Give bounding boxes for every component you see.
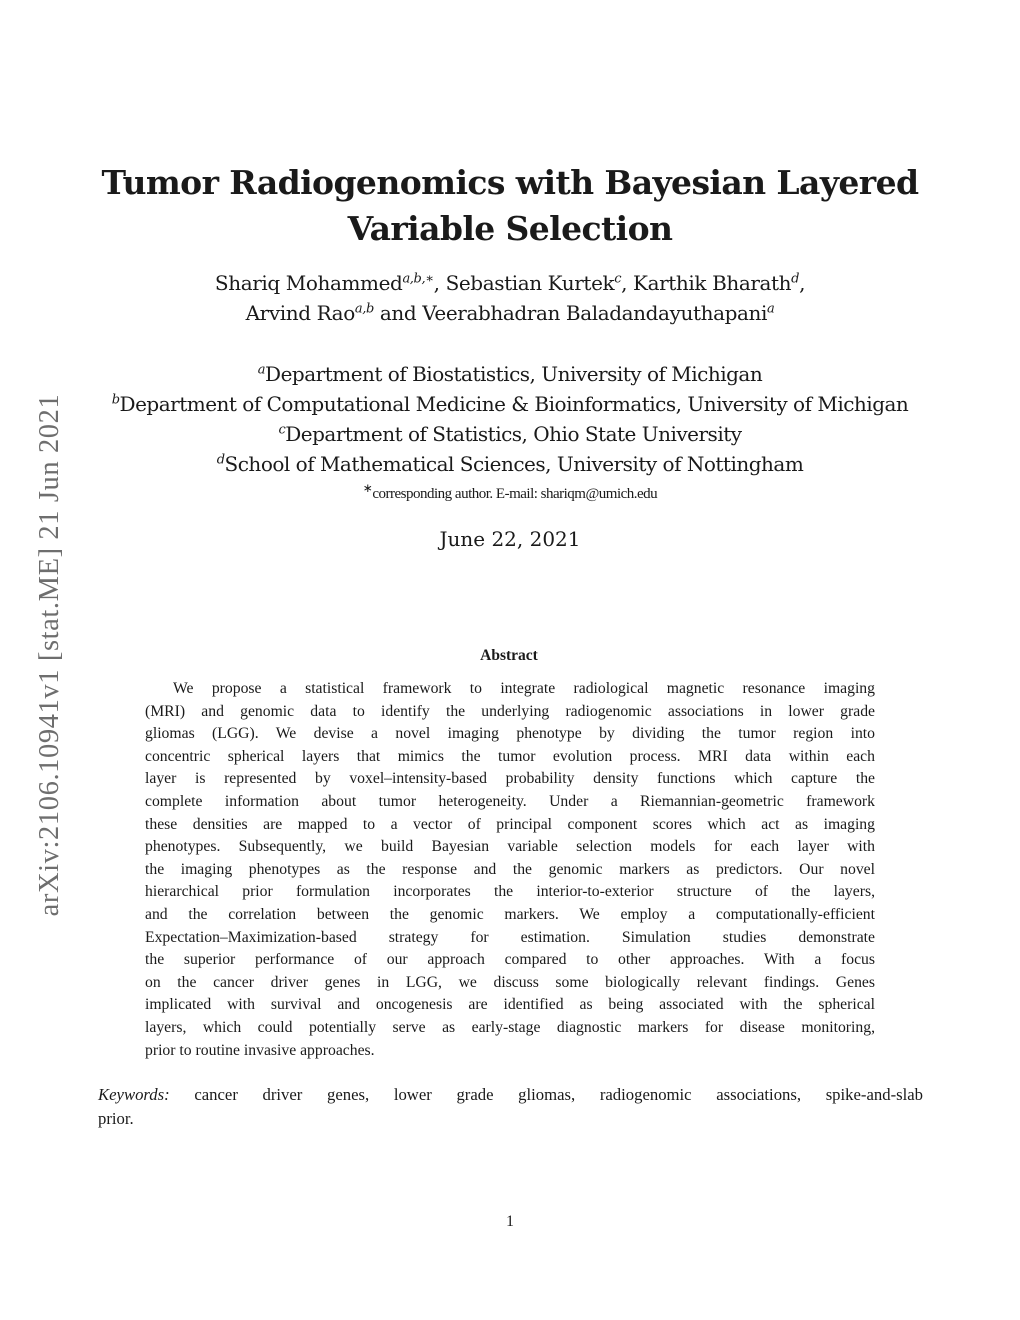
author-affiliation-mark: a,b,∗ (402, 271, 434, 287)
abstract-line: concentric spherical layers that mimics the tumor evolution process. MRI data within each (145, 747, 875, 765)
corresponding-text: corresponding author. E-mail: shariqm@umich.edu (372, 486, 658, 502)
abstract-line: phenotypes. Subsequently, we build Bayesian variable selection models for each layer with (145, 838, 875, 856)
author-name: Shariq Mohammed (214, 271, 403, 295)
keywords-line-2: prior. (98, 1109, 134, 1128)
affiliation-mark: b (111, 392, 120, 408)
affiliation-text: School of Mathematical Sciences, University of Nottingham (224, 452, 804, 476)
abstract-line: and the correlation between the genomic markers. We employ a computationally-efficient (145, 905, 875, 923)
author-name: Arvind Rao (245, 301, 355, 325)
abstract-line: on the cancer driver genes in LGG, we discuss some biologically relevant findings. Genes (145, 973, 875, 991)
abstract-line: We propose a statistical framework to integrate radiological magnetic resonance imaging (173, 680, 875, 697)
author-separator: , (621, 271, 634, 295)
author-separator: , (433, 271, 446, 295)
abstract-body (145, 678, 875, 1062)
affiliation-mark: c (278, 422, 286, 438)
author-name: Sebastian Kurtek (445, 271, 615, 295)
abstract-line: layer is represented by voxel–intensity-based probability density functions which capture the (145, 770, 875, 788)
author-row-1 (100, 268, 920, 298)
publication-date: June 22, 2021 (439, 527, 581, 551)
author-name: Karthik Bharath (633, 271, 792, 295)
abstract-line: implicated with survival and oncogenesis are identified as being associated with the spherical (145, 996, 875, 1014)
abstract-line: layers, which could potentially serve as early-stage diagnostic markers for disease monitoring, (145, 1018, 875, 1036)
author-list (100, 268, 920, 328)
page-number: 1 (506, 1213, 514, 1230)
author-affiliation-mark: d (791, 271, 800, 287)
corresponding-author-note (95, 479, 925, 509)
author-name: Veerabhadran Baladandayuthapani (422, 301, 768, 325)
author-affiliation-mark: a,b (354, 301, 374, 317)
abstract-line: the imaging phenotypes as the response and the genomic markers as predictors. Our novel (145, 860, 875, 878)
affiliation-text: Department of Biostatistics, University of Michigan (265, 362, 763, 386)
keywords-text: cancer driver genes, lower grade gliomas, radiogenomic associations, spike-and-slab (194, 1085, 924, 1104)
author-row-2 (100, 298, 920, 328)
affiliation (95, 359, 925, 389)
title-line-1: Tumor Radiogenomics with Bayesian Layered (101, 163, 919, 202)
author-affiliation-mark: c (614, 271, 622, 287)
author-separator: and (373, 301, 423, 325)
abstract-line: Expectation–Maximization-based strategy for estimation. Simulation studies demonstrate (145, 928, 875, 946)
affiliation-text: Department of Computational Medicine & Bioinformatics, University of Michigan (119, 392, 909, 416)
affiliation-text: Department of Statistics, Ohio State University (285, 422, 742, 446)
author-separator: , (799, 271, 806, 295)
paper-title (90, 160, 930, 252)
abstract-line: hierarchical prior formulation incorporates the interior-to-exterior structure of the layers, (145, 883, 875, 901)
keywords-label: Keywords: (98, 1085, 170, 1104)
title-line-2: Variable Selection (347, 209, 673, 248)
affiliation-mark: a (257, 362, 266, 378)
abstract-line: complete information about tumor heterogeneity. Under a Riemannian-geometric framework (145, 792, 875, 810)
corresponding-mark: ∗ (362, 481, 373, 495)
author-affiliation-mark: a (767, 301, 775, 317)
abstract-line: these densities are mapped to a vector of principal component scores which act as imaging (145, 815, 875, 833)
affiliation-mark: d (216, 452, 225, 468)
abstract-line: (MRI) and genomic data to identify the underlying radiogenomic associations in lower grade (145, 702, 875, 720)
abstract-heading: Abstract (480, 647, 538, 664)
affiliation (95, 449, 925, 479)
keywords-line-1 (98, 1083, 923, 1107)
affiliation (95, 419, 925, 449)
abstract-line: the superior performance of our approach compared to other approaches. With a focus (145, 951, 875, 969)
abstract-line: prior to routine invasive approaches. (145, 1041, 375, 1059)
affiliation (95, 389, 925, 419)
abstract-line: gliomas (LGG). We devise a novel imaging phenotype by dividing the tumor region into (145, 725, 875, 743)
arxiv-identifier: arXiv:2106.10941v1 [stat.ME] 21 Jun 2021 (34, 393, 65, 917)
affiliation-list (95, 359, 925, 509)
keywords (98, 1083, 923, 1131)
